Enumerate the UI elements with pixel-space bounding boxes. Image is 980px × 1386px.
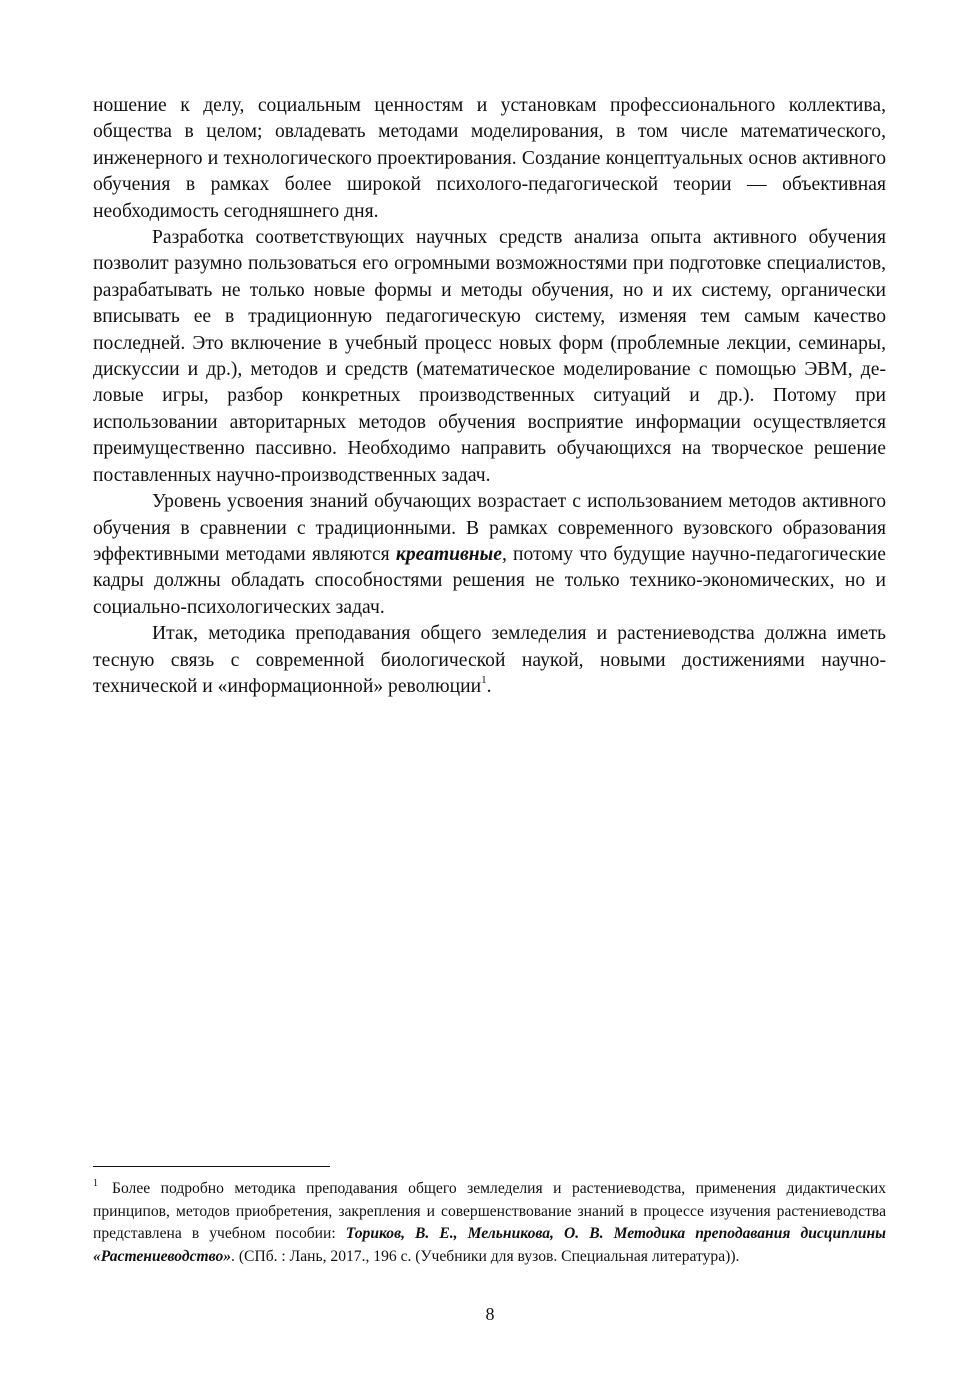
footnote-authors: Ториков, В. Е., Мельникова, О. В. xyxy=(345,1225,604,1243)
paragraph-3-start: Уровень усвоения знаний обучающих возрастает с использованием методов активного обучения в сравнении с традиционными. В рамках современного вузовского образования эффективными методами являются xyxy=(93,491,886,565)
footnote-book-title: Методика преподавания дисциплины «Растениеводство» xyxy=(93,1225,886,1265)
paragraph-4-text: Итак, методика преподавания общего земледелия и растениеводства должна иметь тесную связь с современной биологической наукой, новыми достижениями научно-технической и «информационной» революции xyxy=(93,623,886,697)
footnote-space xyxy=(604,1225,614,1242)
page-number: 8 xyxy=(485,1304,495,1324)
footnote-plain-1: Более подробно методика преподавания общего земледелия и растениеводства, применения дидактических принципов, методов приобретения, закрепления и совершенствование знаний в процессе изучения растениеводства представлена в учебном пособии: xyxy=(93,1180,886,1243)
paragraph-1: ношение к делу, социальным ценностям и установкам профессионального коллектива, общества в целом; овладевать методами моделирования, в том числе математического, инженерного и технологического проектирования. Создание концептуальных основ активного обучения в рамках более широкой психолого-педагогической теории — объективная необходимость сегодняшнего дня. xyxy=(93,95,886,222)
footnote-divider xyxy=(93,1166,330,1167)
footnote-plain-2: . (СПб. : Лань, 2017., 196 с. (Учебники для вузов. Специальная литература)). xyxy=(231,1247,740,1265)
paragraph-4-end: . xyxy=(486,675,492,697)
paragraph-3 xyxy=(93,489,886,621)
footnote xyxy=(93,1178,886,1268)
paragraph-3-end: , потому что будущие научно-педагогические кадры должны обладать способностями решения не только технико-экономических, но и социально-психологических задач. xyxy=(93,543,886,618)
footnote-text xyxy=(93,1178,886,1268)
paragraph-4 xyxy=(93,621,886,700)
emphasis-creative: креативные xyxy=(395,543,502,565)
main-text xyxy=(93,93,886,700)
paragraph-2: Разработка соответствующих научных средств анализа опыта активного обучения позволит разумно пользоваться его огромными возможностями при подготовке специалистов, разрабатывать не только новые формы и методы обучения, но и их систему, органически вписывать ее в традиционную педагогическую систему, изменяя тем самым качество последней. Это включение в учебный процесс новых форм (проблемные лекции, семинары, дискуссии и др.), методов и средств (математическое моделирование с помощью ЭВМ, деловые игры, разбор конкретных производственных ситуаций и др.). Потому при использовании авторитарных методов обучения восприятие информации осуществляется преимущественно пассивно. Необходимо направить обучающихся на творческое решение поставленных научно-производственных задач. xyxy=(93,227,886,486)
footnote-reference[interactable]: 1 xyxy=(481,673,487,686)
footnote-number: 1 xyxy=(93,1178,98,1189)
